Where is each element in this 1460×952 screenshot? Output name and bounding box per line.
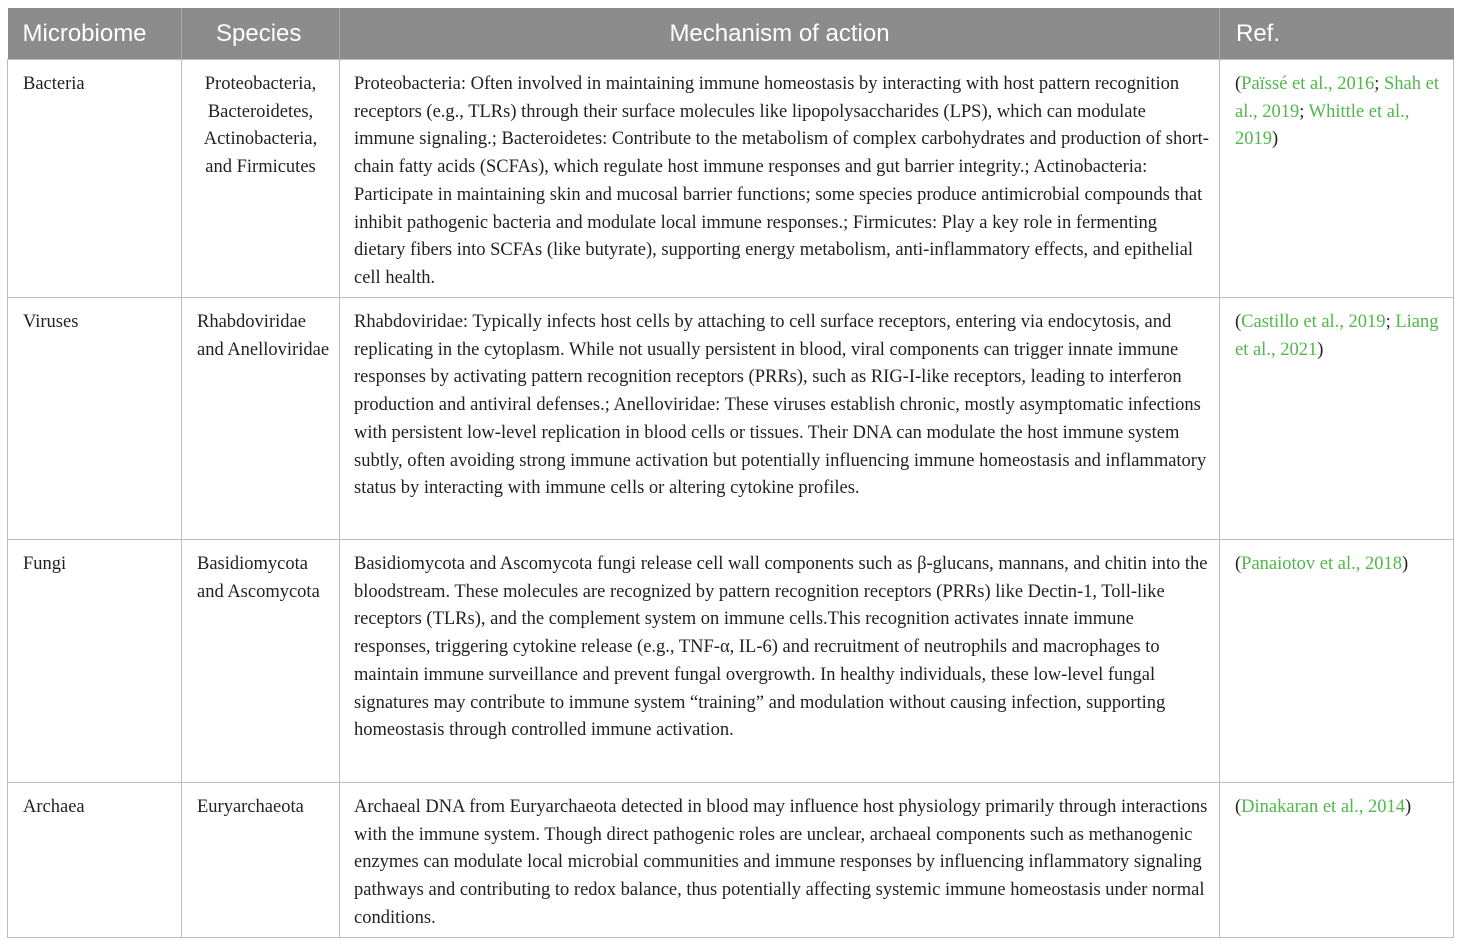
reference-link[interactable]: Panaiotov et al., 2018 xyxy=(1241,554,1402,574)
header-mechanism: Mechanism of action xyxy=(340,8,1220,60)
ref-open-paren: ( xyxy=(1235,312,1242,332)
header-microbiome: Microbiome xyxy=(8,8,182,60)
table-row-viruses xyxy=(8,298,1454,540)
ref-close-paren: ) xyxy=(1272,129,1279,150)
ref-close-paren: ) xyxy=(1405,797,1412,817)
microbiome-table xyxy=(7,8,1454,938)
cell-mechanism: Archaeal DNA from Euryarchaeota detected in blood may influence host physiology primarily through interactions with the immune system. Though direct pathogenic roles are unclear, archaeal components such as methanogenic enzymes can modulate local microbial communities and immune responses by influencing inflammatory signaling pathways and contributing to redox balance, thus potentially affecting systemic immune homeostasis under normal conditions. xyxy=(340,783,1220,938)
table-row-fungi xyxy=(8,540,1454,783)
reference-link[interactable]: Whittle et al., 2019 xyxy=(1235,101,1410,150)
cell-microbiome: Fungi xyxy=(8,540,182,783)
reference-link[interactable]: Dinakaran et al., 2014 xyxy=(1241,797,1406,817)
ref-separator: ; xyxy=(1385,312,1396,332)
ref-close-paren: ) xyxy=(1402,554,1409,574)
ref-open-paren: ( xyxy=(1235,554,1242,574)
cell-species: Proteobacteria, Bacteroidetes, Actinobacteria, and Firmicutes xyxy=(182,60,340,298)
cell-microbiome: Archaea xyxy=(8,783,182,938)
cell-mechanism: Proteobacteria: Often involved in maintaining immune homeostasis by interacting with host pattern recognition receptors (e.g., TLRs) through their surface molecules like lipopolysaccharides (LPS), which can modulate immune signaling.; Bacteroidetes: Contribute to the metabolism of complex carbohydrates and production of short-chain fatty acids (SCFAs), which regulate host immune responses and gut barrier integrity.; Actinobacteria: Participate in maintaining skin and mucosal barrier functions; some species produce antimicrobial compounds that inhibit pathogenic bacteria and modulate local immune responses.; Firmicutes: Play a key role in fermenting dietary fibers into SCFAs (like butyrate), supporting energy metabolism, anti-inflammatory effects, and epithelial cell health. xyxy=(340,60,1220,298)
reference-link[interactable]: Liang et al., 2021 xyxy=(1235,312,1439,360)
cell-references xyxy=(1220,298,1454,540)
table-row-bacteria xyxy=(8,60,1454,298)
table-body xyxy=(8,60,1454,938)
cell-references xyxy=(1220,783,1454,938)
reference-link[interactable]: Païssé et al., 2016 xyxy=(1241,74,1375,94)
reference-link[interactable]: Shah et al., 2019 xyxy=(1235,74,1439,122)
cell-references xyxy=(1220,60,1454,298)
cell-species: Euryarchaeota xyxy=(182,783,340,938)
header-ref: Ref. xyxy=(1220,8,1454,60)
cell-species: Rhabdoviridae and Anelloviridae xyxy=(182,298,340,540)
ref-close-paren: ) xyxy=(1317,339,1324,360)
ref-separator: ; xyxy=(1299,101,1309,122)
cell-microbiome: Viruses xyxy=(8,298,182,540)
cell-microbiome: Bacteria xyxy=(8,60,182,298)
reference-link[interactable]: Castillo et al., 2019 xyxy=(1241,312,1386,332)
cell-species: Basidiomycota and Ascomycota xyxy=(182,540,340,783)
cell-references xyxy=(1220,540,1454,783)
table-row-archaea xyxy=(8,783,1454,938)
ref-separator: ; xyxy=(1374,74,1385,94)
ref-open-paren: ( xyxy=(1235,74,1242,94)
header-species: Species xyxy=(182,8,340,60)
table-header xyxy=(8,8,1454,60)
header-row xyxy=(8,8,1454,60)
cell-mechanism: Basidiomycota and Ascomycota fungi release cell wall components such as β-glucans, mannans, and chitin into the bloodstream. These molecules are recognized by pattern recognition receptors (PRRs) like Dectin-1, Toll-like receptors (TLRs), and the complement system on immune cells.This recognition activates innate immune responses, triggering cytokine release (e.g., TNF-α, IL-6) and recruitment of neutrophils and macrophages to maintain immune surveillance and prevent fungal overgrowth. In healthy individuals, these low-level fungal signatures may contribute to immune system “training” and modulation without causing infection, supporting homeostasis through controlled immune activation. xyxy=(340,540,1220,783)
cell-mechanism: Rhabdoviridae: Typically infects host cells by attaching to cell surface receptors, entering via endocytosis, and replicating in the cytoplasm. While not usually persistent in blood, viral components can trigger innate immune responses by activating pattern recognition receptors (PRRs), such as RIG-I-like receptors, leading to interferon production and antiviral defenses.; Anelloviridae: These viruses establish chronic, mostly asymptomatic infections with persistent low-level replication in blood cells or tissues. Their DNA can modulate the host immune system subtly, often avoiding strong immune activation but potentially influencing immune homeostasis and inflammatory status by interacting with immune cells or altering cytokine profiles. xyxy=(340,298,1220,540)
ref-open-paren: ( xyxy=(1235,797,1242,817)
